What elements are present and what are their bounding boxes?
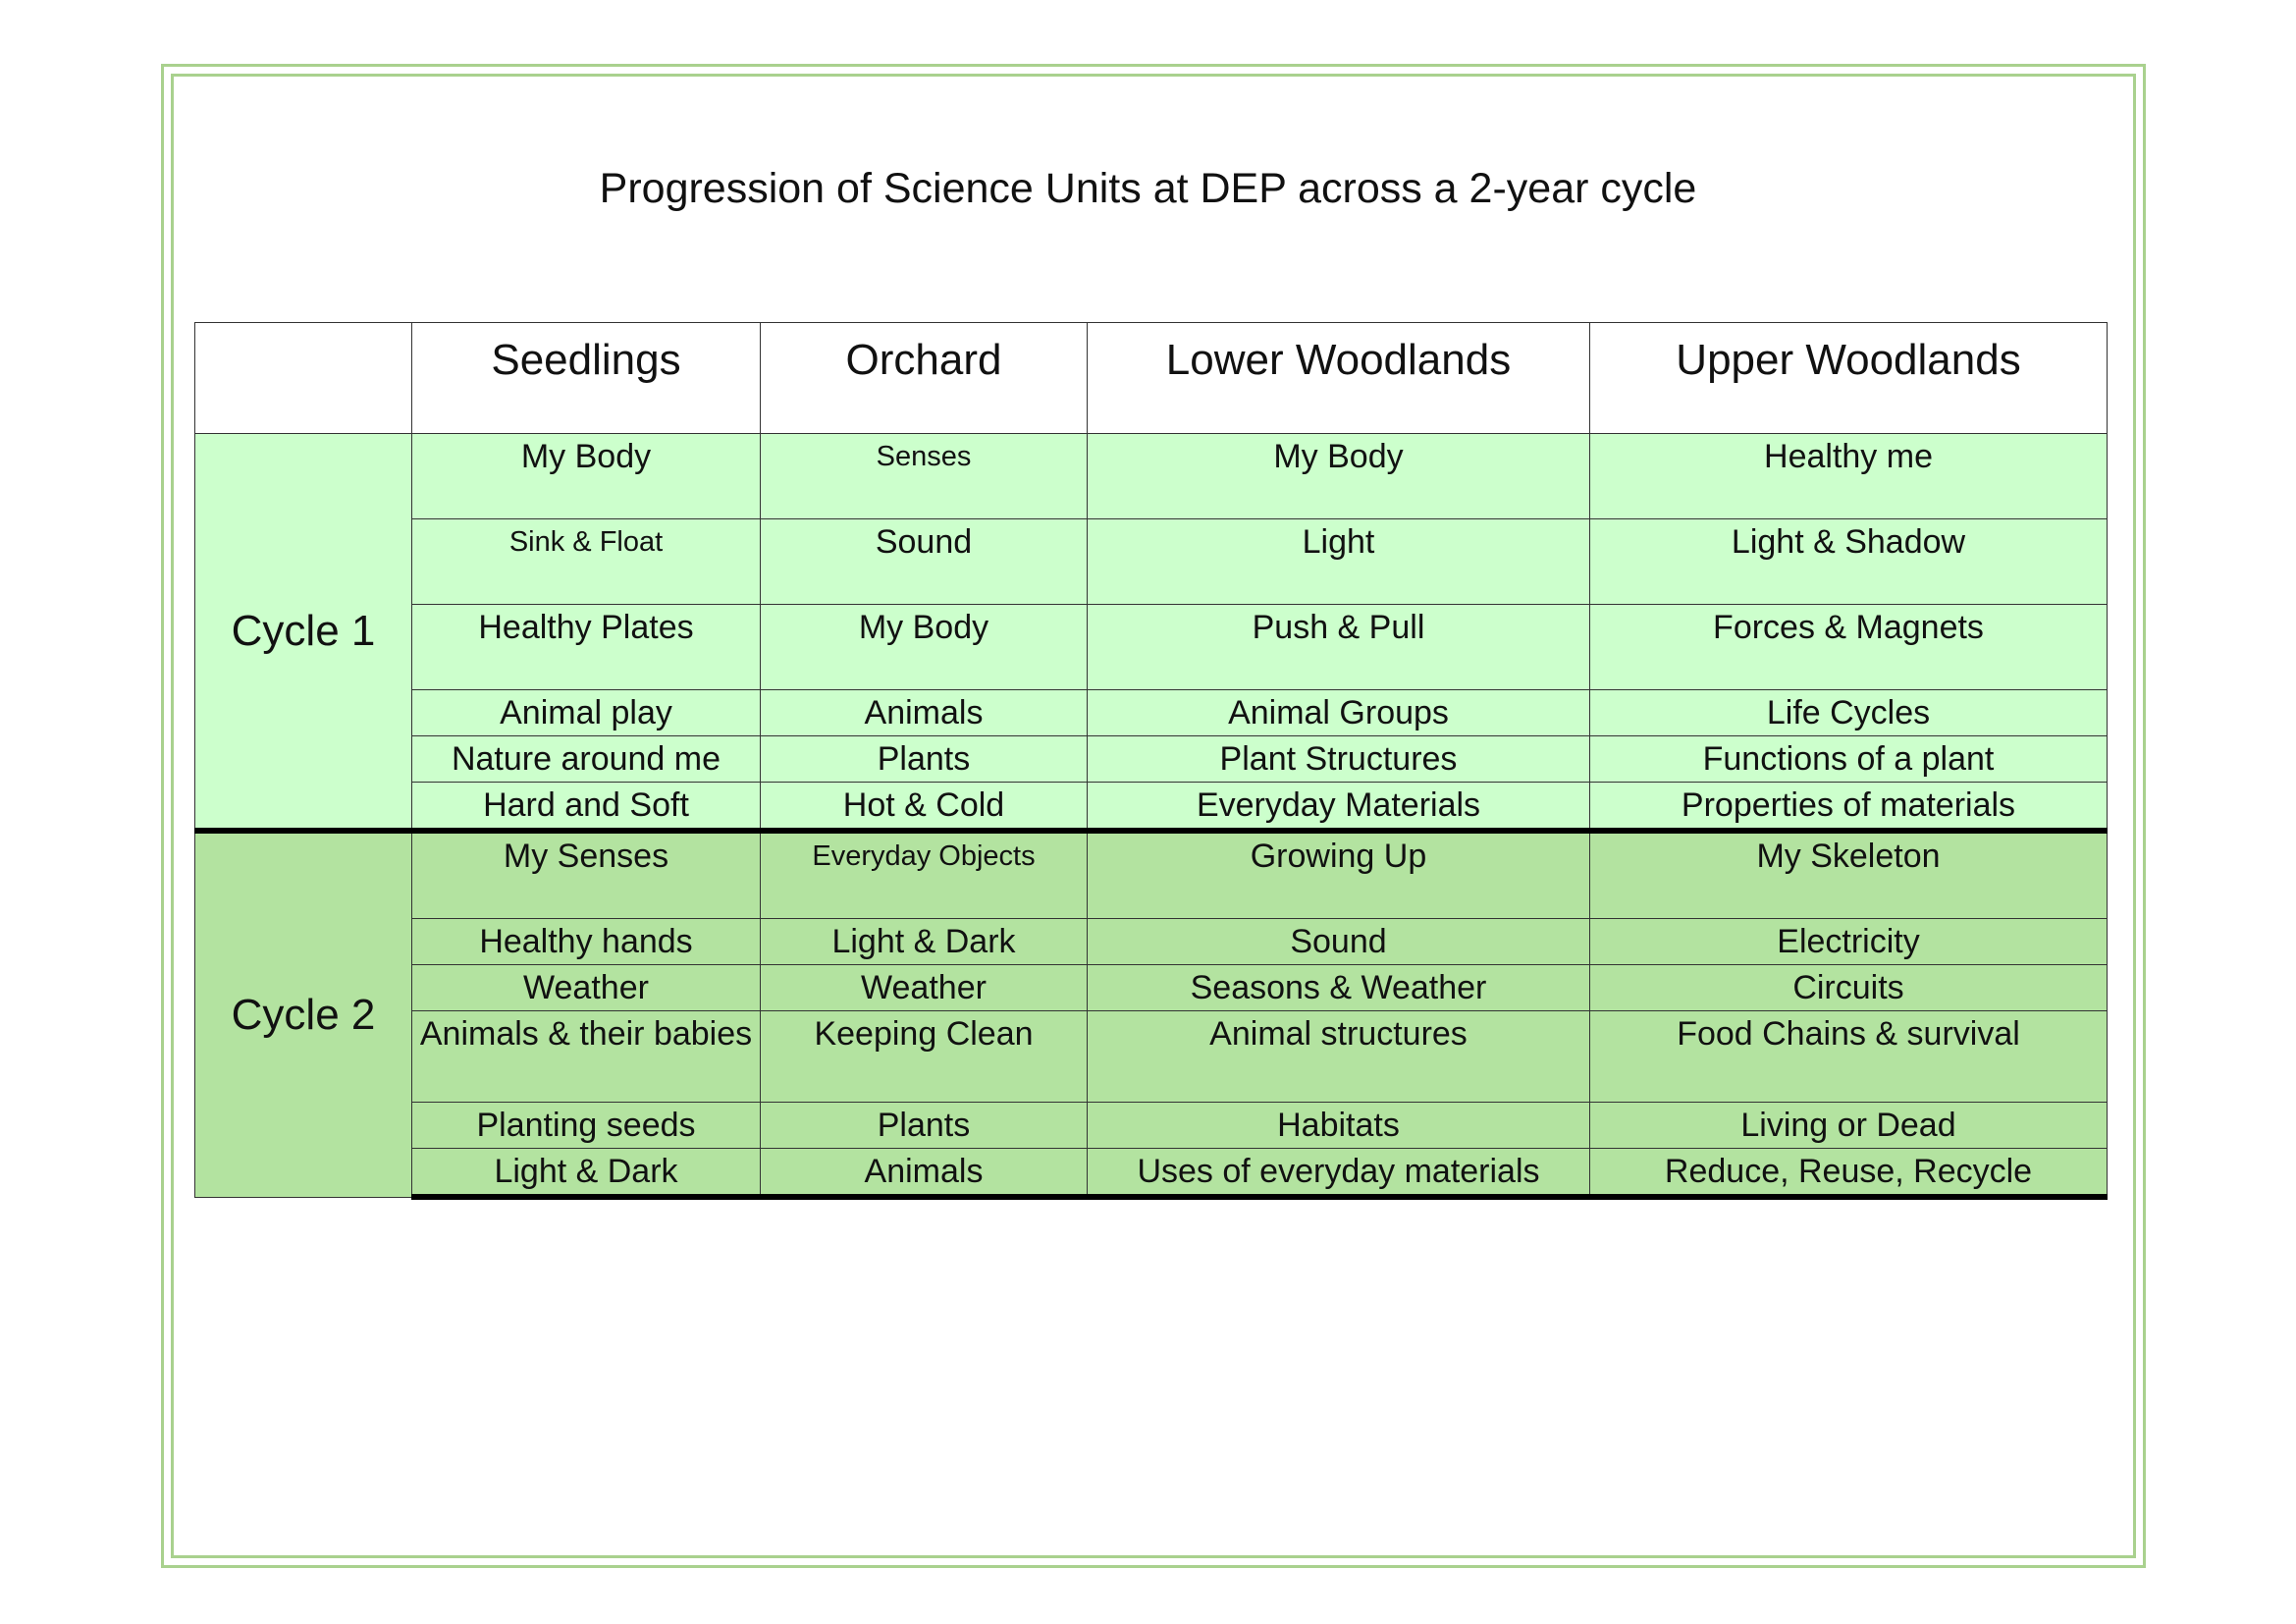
table-cell: Healthy hands [412,919,761,965]
table-row [195,1011,2108,1103]
table-cell: Sink & Float [412,519,761,605]
table-row [195,519,2108,605]
table-row [195,434,2108,519]
table-cell: Senses [761,434,1088,519]
table-cell: Plants [761,736,1088,783]
table-cell: My Body [412,434,761,519]
table-row [195,736,2108,783]
table-cell: Animal play [412,690,761,736]
table-cell: Light [1088,519,1590,605]
table-cell: Plant Structures [1088,736,1590,783]
table-cell: Healthy Plates [412,605,761,690]
table-cell: Animals & their babies [412,1011,761,1103]
table-cell: Growing Up [1088,831,1590,919]
table-cell: My Senses [412,831,761,919]
column-header-lower-woodlands: Lower Woodlands [1088,323,1590,434]
table-cell: Living or Dead [1590,1103,2108,1149]
column-header-orchard: Orchard [761,323,1088,434]
table-cell: Hot & Cold [761,783,1088,832]
table-cell: Circuits [1590,965,2108,1011]
table-cell: Push & Pull [1088,605,1590,690]
table-cell: Everyday Materials [1088,783,1590,832]
table-cell: My Skeleton [1590,831,2108,919]
column-header-seedlings: Seedlings [412,323,761,434]
table-cell: Properties of materials [1590,783,2108,832]
table-row [195,831,2108,919]
table-cell: Life Cycles [1590,690,2108,736]
cycle-2-label: Cycle 2 [195,831,412,1197]
table-cell: Seasons & Weather [1088,965,1590,1011]
table-cell: Light & Dark [412,1149,761,1198]
table-cell: Food Chains & survival [1590,1011,2108,1103]
table-row [195,605,2108,690]
table-cell: Reduce, Reuse, Recycle [1590,1149,2108,1198]
table-row [195,1149,2108,1198]
table-cell: My Body [1088,434,1590,519]
table-row [195,1103,2108,1149]
table-cell: Weather [412,965,761,1011]
table-cell: Sound [761,519,1088,605]
table-cell: Animal structures [1088,1011,1590,1103]
table-cell: Animal Groups [1088,690,1590,736]
table-row [195,690,2108,736]
table-cell: Sound [1088,919,1590,965]
corner-cell [195,323,412,434]
table-cell: Healthy me [1590,434,2108,519]
table-cell: Functions of a plant [1590,736,2108,783]
table-row [195,919,2108,965]
cycle-1-label: Cycle 1 [195,434,412,832]
table-row [195,965,2108,1011]
table-cell: Electricity [1590,919,2108,965]
table-cell: Uses of everyday materials [1088,1149,1590,1198]
table-cell: Animals [761,690,1088,736]
science-units-table [194,322,2108,1200]
table-cell: Hard and Soft [412,783,761,832]
column-header-upper-woodlands: Upper Woodlands [1590,323,2108,434]
page-title: Progression of Science Units at DEP across a 2-year cycle [599,165,1697,212]
table-cell: Plants [761,1103,1088,1149]
table-cell: Everyday Objects [761,831,1088,919]
table-cell: Nature around me [412,736,761,783]
table-cell: Light & Shadow [1590,519,2108,605]
table-cell: Forces & Magnets [1590,605,2108,690]
header-row [195,323,2108,434]
table-cell: Planting seeds [412,1103,761,1149]
table-cell: My Body [761,605,1088,690]
table-cell: Habitats [1088,1103,1590,1149]
table-cell: Animals [761,1149,1088,1198]
table-cell: Weather [761,965,1088,1011]
table-cell: Light & Dark [761,919,1088,965]
table-cell: Keeping Clean [761,1011,1088,1103]
table-row [195,783,2108,832]
